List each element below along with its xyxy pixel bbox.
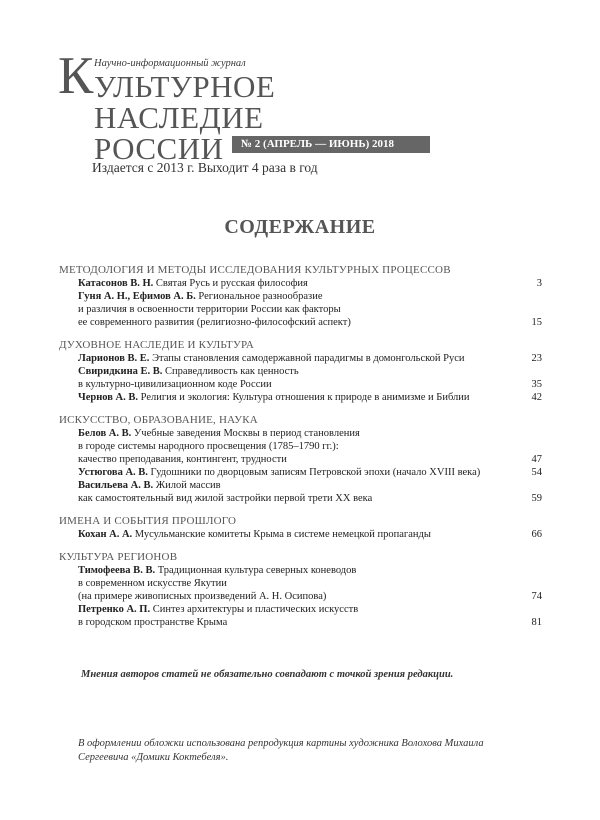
masthead [58, 47, 458, 180]
entry-title-text: в современном искусстве Якутии [78, 578, 227, 589]
toc-entry [59, 365, 542, 391]
toc-section [59, 551, 542, 629]
entry-line [78, 277, 518, 290]
entry-line [78, 577, 518, 590]
issue-badge: № 2 (АПРЕЛЬ — ИЮНЬ) 2018 [232, 136, 430, 153]
entry-line [78, 303, 518, 316]
title-initial: К [58, 47, 94, 105]
toc-section [59, 515, 542, 541]
entry-title-text: качество преподавания, контингент, трудности [78, 454, 287, 465]
entry-line [78, 453, 518, 466]
cover-note-line: Сергеевича «Домики Коктебеля». [78, 752, 229, 763]
entry-line [78, 590, 518, 603]
publication-info: Издается с 2013 г. Выходит 4 раза в год [92, 160, 318, 175]
entry-page-number: 81 [531, 617, 542, 628]
entry-page-number: 54 [531, 467, 542, 478]
entry-title-text: в городском пространстве Крыма [78, 617, 228, 628]
toc-entry [59, 466, 542, 479]
table-of-contents [59, 264, 542, 639]
entry-page-number: 74 [531, 591, 542, 602]
entry-title-text: и различия в освоенности территории России как факторы [78, 304, 341, 315]
entry-author: Катасонов В. Н. [78, 278, 154, 289]
entry-line [78, 316, 518, 329]
section-title: ДУХОВНОЕ НАСЛЕДИЕ И КУЛЬТУРА [59, 339, 255, 351]
entry-page-number: 3 [536, 278, 542, 289]
entry-title-text: (на примере живописных произведений А. Н. Осипова) [78, 591, 327, 602]
entry-page-number: 59 [531, 493, 542, 504]
entry-title-text: Традиционная культура северных коневодов [157, 565, 357, 576]
toc-entry [59, 391, 542, 404]
contents-heading: СОДЕРЖАНИЕ [224, 216, 376, 238]
cover-note-line: В оформлении обложки использована репродукция картины художника Волохова Михаила [78, 738, 484, 749]
entry-title-text: Этапы становления самодержавной парадигмы в домонгольской Руси [152, 353, 465, 364]
entry-line [78, 528, 518, 541]
entry-line [78, 479, 518, 492]
title-line-3: РОССИИ [94, 131, 224, 166]
section-title: ИМЕНА И СОБЫТИЯ ПРОШЛОГО [59, 515, 237, 527]
entry-page-number: 15 [531, 317, 542, 328]
entry-title-text: Религия и экология: Культура отношения к природе в анимизме и Библии [140, 392, 470, 403]
toc-entry [59, 528, 542, 541]
section-title: КУЛЬТУРА РЕГИОНОВ [59, 551, 178, 563]
entry-title-text: Гудошники по дворцовым записям Петровской эпохи (начало XVIII века) [150, 467, 481, 478]
entry-title-text: Региональное разнообразие [198, 291, 323, 302]
entry-title-text: Жилой массив [155, 480, 221, 491]
entry-author: Кохан А. А. [78, 529, 133, 540]
entry-title-text: Учебные заведения Москвы в период становления [133, 428, 360, 439]
toc-entry [59, 564, 542, 603]
entry-line [78, 290, 518, 303]
entry-author: Васильева А. В. [78, 480, 154, 491]
entry-author: Свиридкина Е. В. [78, 366, 163, 377]
entry-line [78, 466, 518, 479]
editorial-disclaimer: Мнения авторов статей не обязательно совпадают с точкой зрения редакции. [81, 669, 454, 680]
entry-line [78, 352, 518, 365]
entry-title-text: Синтез архитектуры и пластических искусств [152, 604, 359, 615]
cover-note [78, 737, 538, 765]
entry-page-number: 23 [531, 353, 542, 364]
entry-line [78, 616, 518, 629]
toc-section [59, 264, 542, 329]
entry-line [78, 564, 518, 577]
entry-line [78, 440, 518, 453]
entry-title-text: в культурно-цивилизационном коде России [78, 379, 272, 390]
entry-line [78, 427, 518, 440]
journal-subtitle: Научно-информационный журнал [94, 58, 246, 69]
entry-author: Гуня А. Н., Ефимов А. Б. [78, 291, 196, 302]
entry-line [78, 378, 518, 391]
entry-title-text: в городе системы народного просвещения (1785–1790 гг.): [78, 441, 339, 452]
entry-page-number: 47 [531, 454, 542, 465]
section-title: ИСКУССТВО, ОБРАЗОВАНИЕ, НАУКА [59, 414, 258, 426]
toc-entry [59, 427, 542, 466]
entry-author: Тимофеева В. В. [78, 565, 156, 576]
entry-author: Петренко А. П. [78, 604, 151, 615]
entry-author: Ларионов В. Е. [78, 353, 150, 364]
entry-author: Чернов А. В. [78, 392, 139, 403]
entry-page-number: 35 [531, 379, 542, 390]
toc-entry [59, 603, 542, 629]
toc-entry [59, 352, 542, 365]
entry-line [78, 492, 518, 505]
entry-page-number: 42 [531, 392, 542, 403]
entry-line [78, 603, 518, 616]
entry-author: Устюгова А. В. [78, 467, 148, 478]
entry-page-number: 66 [531, 529, 542, 540]
toc-entry [59, 479, 542, 505]
entry-author: Белов А. В. [78, 428, 132, 439]
entry-title-text: ее современного развития (религиозно-философский аспект) [78, 317, 351, 328]
toc-section [59, 339, 542, 404]
toc-entry [59, 277, 542, 290]
title-line-2: НАСЛЕДИЕ [94, 100, 264, 135]
entry-title-text: Мусульманские комитеты Крыма в системе немецкой пропаганды [134, 529, 431, 540]
section-title: МЕТОДОЛОГИЯ И МЕТОДЫ ИССЛЕДОВАНИЯ КУЛЬТУРНЫХ ПРОЦЕССОВ [59, 264, 451, 276]
toc-section [59, 414, 542, 505]
entry-title-text: как самостоятельный вид жилой застройки первой трети XX века [78, 493, 373, 504]
entry-title-text: Святая Русь и русская философия [155, 278, 308, 289]
entry-title-text: Справедливость как ценность [165, 366, 299, 377]
entry-line [78, 365, 518, 378]
toc-entry [59, 290, 542, 329]
title-line-1: УЛЬТУРНОЕ [94, 69, 276, 104]
entry-line [78, 391, 518, 404]
